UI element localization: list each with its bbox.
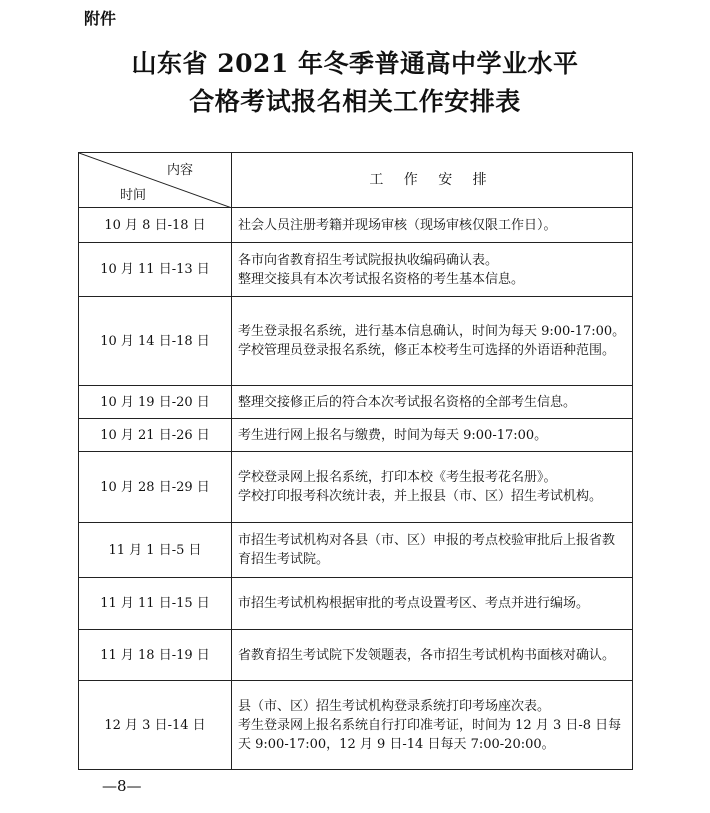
table-row (79, 523, 633, 578)
page-number: —8— (102, 777, 142, 795)
table-row (79, 681, 633, 770)
time-cell: 10 月 19 日-20 日 (79, 386, 232, 419)
header-time-label: 时间 (120, 188, 147, 203)
work-line: 市招生考试机构对各县（市、区）申报的考点校验审批后上报省教育招生考试院。 (238, 533, 616, 567)
time-cell: 10 月 21 日-26 日 (79, 419, 232, 452)
work-line: 县（市、区）招生考试机构登录系统打印考场座次表。 (238, 698, 551, 714)
work-line: 学校打印报考科次统计表，并上报县（市、区）招生考试机构。 (238, 489, 603, 504)
work-cell (232, 452, 633, 523)
diagonal-line (79, 153, 232, 208)
work-cell (232, 208, 633, 243)
table-row (79, 452, 633, 523)
work-line: 各市向省教育招生考试院报执收编码确认表。 (238, 252, 499, 268)
work-cell (232, 523, 633, 578)
work-line: 学校管理员登录报名系统，修正本校考生可选择的外语语种范围。 (238, 343, 616, 358)
time-cell: 10 月 8 日-18 日 (79, 208, 232, 243)
diagonal-header-cell (79, 153, 232, 208)
header-work-label: 工 作 安 排 (232, 153, 633, 208)
work-cell (232, 630, 633, 681)
document-title-line-2: 合格考试报名相关工作安排表 (189, 87, 521, 116)
table-row (79, 243, 633, 297)
table-row (79, 386, 633, 419)
time-cell: 12 月 3 日-14 日 (79, 681, 232, 770)
time-cell: 10 月 14 日-18 日 (79, 297, 232, 386)
work-cell (232, 297, 633, 386)
work-cell (232, 419, 633, 452)
time-cell: 11 月 1 日-5 日 (79, 523, 232, 578)
work-line: 省教育招生考试院下发领题表，各市招生考试机构书面核对确认。 (238, 647, 616, 663)
table-header-row (79, 153, 633, 208)
header-content-label: 内容 (167, 163, 194, 178)
time-cell: 10 月 28 日-29 日 (79, 452, 232, 523)
work-line: 考生登录报名系统，进行基本信息确认，时间为每天 9:00-17:00。 (238, 324, 626, 339)
time-cell: 10 月 11 日-13 日 (79, 243, 232, 297)
time-cell: 11 月 18 日-19 日 (79, 630, 232, 681)
table-row (79, 419, 633, 452)
schedule-table (78, 152, 633, 770)
table-row (79, 630, 633, 681)
table-row (79, 297, 633, 386)
time-cell: 11 月 11 日-15 日 (79, 578, 232, 630)
work-line: 考生登录网上报名系统自行打印准考证，时间为 12 月 3 日-8 日每天 9:00-17:00，12 月 9 日-14 日每天 7:00-20:00。 (238, 717, 622, 752)
work-line: 社会人员注册考籍并现场审核（现场审核仅限工作日）。 (238, 217, 557, 233)
work-line: 整理交接具有本次考试报名资格的考生基本信息。 (238, 271, 525, 287)
work-line: 考生进行网上报名与缴费，时间为每天 9:00-17:00。 (238, 427, 548, 443)
work-line: 学校登录网上报名系统，打印本校《考生报考花名册》。 (238, 470, 557, 485)
table-row (79, 208, 633, 243)
work-cell (232, 681, 633, 770)
work-cell (232, 243, 633, 297)
attachment-label: 附件 (84, 9, 117, 28)
document-title-line-1: 山东省 2021 年冬季普通高中学业水平 (131, 49, 579, 78)
work-line: 整理交接修正后的符合本次考试报名资格的全部考生信息。 (238, 394, 577, 410)
work-cell (232, 578, 633, 630)
table-row (79, 578, 633, 630)
work-line: 市招生考试机构根据审批的考点设置考区、考点并进行编场。 (238, 596, 590, 611)
work-cell (232, 386, 633, 419)
